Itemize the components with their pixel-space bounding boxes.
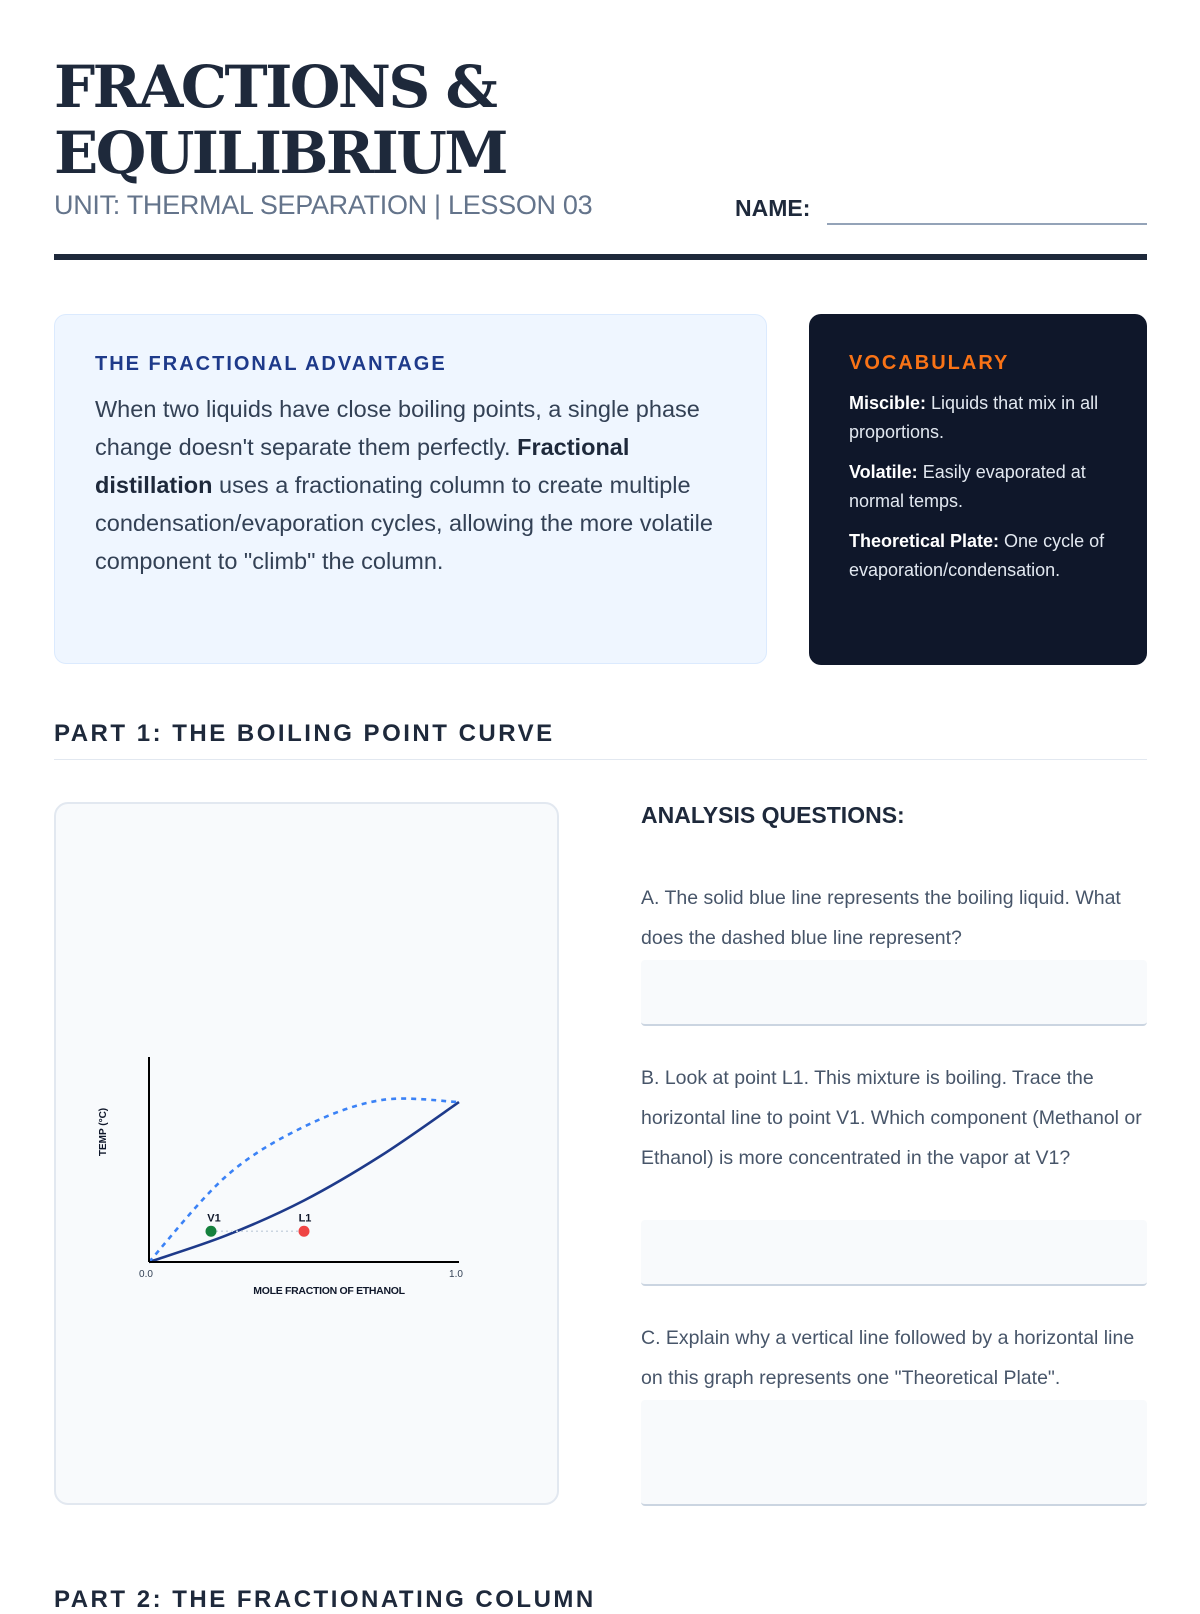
answer-box-c[interactable]: [641, 1400, 1147, 1506]
vocab-item-volatile: [849, 458, 1107, 516]
vocabulary-card: [809, 314, 1147, 665]
name-field[interactable]: [827, 223, 1147, 225]
name-label: NAME:: [735, 195, 811, 221]
analysis-heading: ANALYSIS QUESTIONS:: [641, 802, 905, 828]
x-axis-label: MOLE FRACTION OF ETHANOL: [253, 1285, 405, 1297]
vocab-definition: One cycle of evaporation/condensation.: [849, 531, 1105, 580]
page-title-line-1: FRACTIONS &: [54, 53, 496, 121]
vocab-term: Theoretical Plate:: [849, 531, 1000, 551]
intro-text-after: uses a fractionating column to create multiple condensation/evaporation cycles, allowing the more volatile component to "climb" the column.: [95, 472, 713, 574]
vocab-definition: Easily evaporated at normal temps.: [849, 462, 1086, 511]
vocab-term: Volatile:: [849, 462, 918, 482]
header-divider: [54, 254, 1147, 260]
point-v1-marker: [206, 1226, 217, 1237]
vocab-item-theoretical-plate: [849, 527, 1107, 585]
intro-text-before: When two liquids have close boiling points, a single phase change doesn't separate them perfectly.: [95, 396, 700, 460]
part2-heading: PART 2: THE FRACTIONATING COLUMN: [54, 1586, 596, 1613]
question-b: B. Look at point L1. This mixture is boiling. Trace the horizontal line to point V1. Which component (Methanol or Ethanol) is more concentrated in the vapor at V1?: [641, 1067, 1142, 1169]
vocab-definition: Liquids that mix in all proportions.: [849, 393, 1099, 442]
point-l1-label: L1: [298, 1212, 312, 1225]
intro-heading: THE FRACTIONAL ADVANTAGE: [95, 353, 447, 375]
y-axis-label: TEMP (°C): [98, 1107, 109, 1157]
vocab-item-miscible: [849, 389, 1107, 447]
boiling-point-chart-card: [54, 802, 559, 1505]
x-tick-label: 0.0: [139, 1269, 153, 1280]
unit-lesson-subtitle: UNIT: THERMAL SEPARATION | LESSON 03: [54, 190, 593, 220]
part1-divider: [54, 759, 1147, 760]
worksheet-page: [54, 0, 1147, 1613]
x-tick-label: 1.0: [449, 1269, 463, 1280]
page-title-line-2: EQUILIBRIUM: [54, 119, 506, 187]
vocab-term: Miscible:: [849, 393, 927, 413]
liquid-curve-line: [149, 1102, 459, 1262]
intro-body: [95, 390, 726, 580]
intro-card: [54, 314, 767, 664]
question-a: A. The solid blue line represents the boiling liquid. What does the dashed blue line represent?: [641, 887, 1121, 949]
vocabulary-heading: VOCABULARY: [849, 352, 1010, 374]
boiling-point-chart: [56, 804, 561, 1507]
point-v1-label: V1: [207, 1212, 221, 1225]
page-title: [54, 54, 506, 186]
intro-bold-term: Fractional distillation: [95, 434, 630, 498]
part1-heading: PART 1: THE BOILING POINT CURVE: [54, 720, 555, 747]
answer-box-a[interactable]: [641, 960, 1147, 1026]
question-c: C. Explain why a vertical line followed by a horizontal line on this graph represents one "Theoretical Plate".: [641, 1327, 1135, 1389]
answer-box-b[interactable]: [641, 1220, 1147, 1286]
vapor-curve-line: [149, 1099, 459, 1262]
point-l1-marker: [299, 1226, 310, 1237]
